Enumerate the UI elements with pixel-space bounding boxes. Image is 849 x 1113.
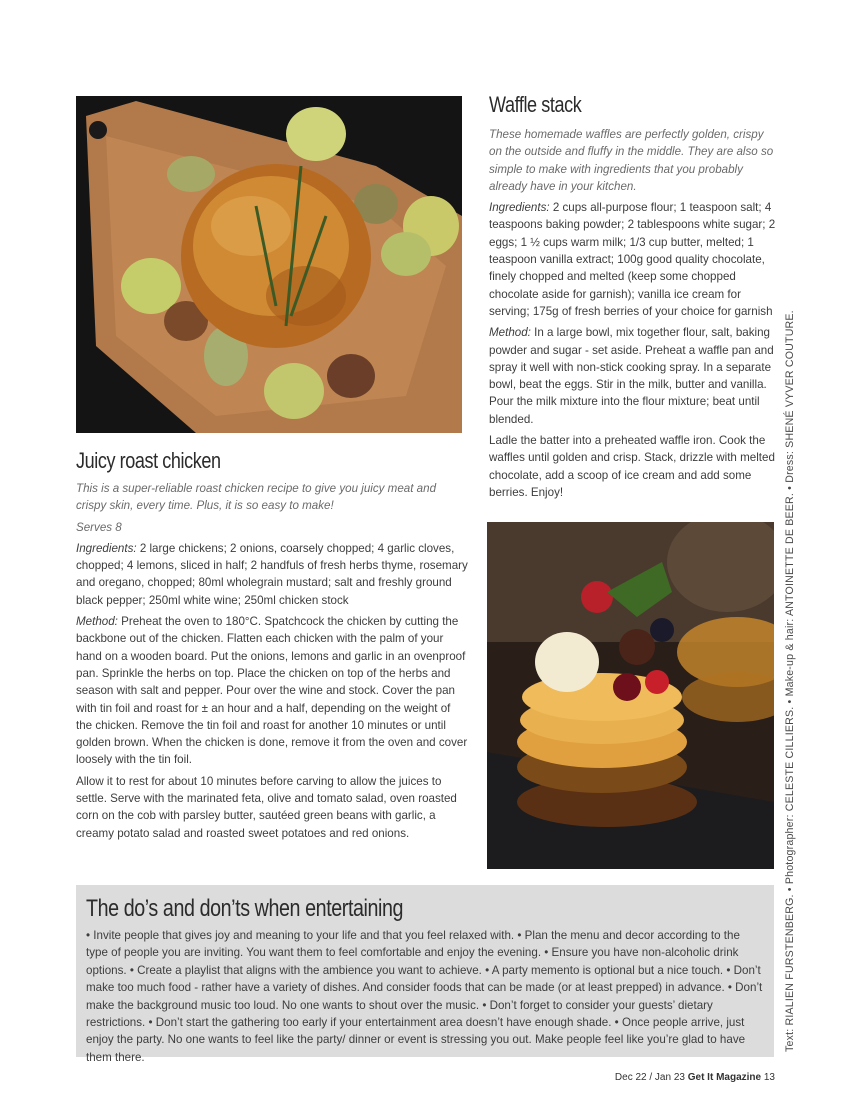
page-footer xyxy=(615,1072,775,1083)
chicken-ingredients-text: 2 large chickens; 2 onions, coarsely chopped; 4 garlic cloves, chopped; 4 lemons, sliced in half; 2 handfuls of fresh herbs thyme, rosemary and oregano, chopped; 80ml wholegrain mustard; salt and freshly ground black pepper; 250ml white wine; 250ml chicken stock xyxy=(76,541,468,607)
waffle-method-text: In a large bowl, mix together flour, salt, baking powder and sugar - set aside. Preheat a waffle pan and spray it well with non-stick cooking spray. In a separate bowl, beat the eggs. Stir in the milk, butter and vanilla. Pour the milk mixture into the flour mixture; beat until blended. xyxy=(489,326,774,426)
chicken-ingredients xyxy=(76,540,468,609)
waffle-method-label: Method: xyxy=(489,326,531,340)
chicken-method-label: Method: xyxy=(76,615,118,629)
roast-chicken-photo xyxy=(76,96,462,433)
chicken-serves: Serves 8 xyxy=(76,520,122,534)
chicken-intro: This is a super-reliable roast chicken recipe to give you juicy meat and crispy skin, every time. Plus, it is so easy to make! xyxy=(76,482,437,513)
waffle-method xyxy=(489,324,779,428)
chicken-method xyxy=(76,613,468,769)
chicken-method-continued: Allow it to rest for about 10 minutes before carving to allow the juices to settle. Serve with the marinated feta, olive and tomato salad, oven roasted corn on the cob with parsley butter, sautéed green beans with garlic, a creamy potato salad and roasted sweet potatoes and red onions. xyxy=(76,774,457,840)
footer-magazine: Get It Magazine xyxy=(687,1072,762,1083)
chicken-title: Juicy roast chicken xyxy=(76,448,221,473)
chicken-ingredients-label: Ingredients: xyxy=(76,541,137,555)
waffle-method-continued: Ladle the batter into a preheated waffle iron. Cook the waffles until golden and crisp. Stack, drizzle with melted chocolate, add a scoop of ice cream and add some berries. Enjoy! xyxy=(489,434,775,499)
waffle-recipe xyxy=(489,92,779,505)
waffle-intro: These homemade waffles are perfectly golden, crispy on the outside and fluffy in the middle. They are also so simple to make with ingredients that you probably already have in your kitchen. xyxy=(489,128,774,193)
tips-text: • Invite people that gives joy and meaning to your life and that you feel relaxed with. • Plan the menu and decor according to the type of people you are inviting. You want them to feel comfortable and enjoy the evening. • Ensure you have non-alcoholic drink options. • Create a playlist that aligns with the ambience you want to achieve. • A party memento is optional but a nice touch. • Don’t make too much food - rather have a variety of dishes. And consider foods that can be made (or at least prepped) in advance. • Don’t make the background music too loud. No one wants to shout over the music. • Don’t forget to consider your guests’ dietary restrictions. • Don’t start the gathering too early if your entertainment area doesn’t have enough shade. • Once people arrive, just enjoy the party. No one wants to feel like the party/ dinner or event is stressing you out. Make people feel like you’re glad to have them there. xyxy=(86,929,763,1064)
waffle-ingredients-text: 2 cups all-purpose flour; 1 teaspoon salt; 4 teaspoons baking powder; 2 tablespoons white sugar; 2 eggs; 1 ½ cups warm milk; 1/3 cup butter, melted; 1 teaspoon vanilla extract; 100g good quality chocolate, finely chopped and melted (keep some chopped chocolate aside for garnish); vanilla ice cream for serving; 175g of fresh berries of your choice for garnish xyxy=(489,201,776,318)
waffle-ingredients-label: Ingredients: xyxy=(489,201,550,215)
chicken-recipe xyxy=(76,448,468,846)
waffle-title: Waffle stack xyxy=(489,92,582,117)
entertaining-tips-box xyxy=(76,885,774,1064)
footer-date: Dec 22 / Jan 23 xyxy=(614,1072,685,1083)
tips-title: The do’s and don’ts when entertaining xyxy=(86,895,404,922)
waffle-ingredients xyxy=(489,199,779,320)
photo-credits: Text: RIALIEN FURSTENBERG. • Photographer: CELESTE CILLIERS. • Make-up & hair: ANTOINETTE DE BEER. • Dress: SHENÉ VYVER COUTURE. xyxy=(784,310,796,1052)
chicken-method-text: Preheat the oven to 180°C. Spatchcock the chicken by cutting the backbone out of the chicken. Flatten each chicken with the palm of your hand on a wooden board. Put the onions, lemons and garlic in an ovenproof pan. Sprinkle the herbs on top. Place the chicken on top of the herbs and season with salt and pepper. Pour over the wine and stock. Cover the pan with tin foil and roast for ± an hour and a half, depending on the weight of the chicken. Remove the tin foil and roast for another 10 minutes or until golden brown. When the chicken is done, remove it from the oven and cover loosely with the tin foil. xyxy=(76,615,468,767)
waffle-stack-photo xyxy=(487,522,774,869)
page-number: 13 xyxy=(763,1072,775,1083)
